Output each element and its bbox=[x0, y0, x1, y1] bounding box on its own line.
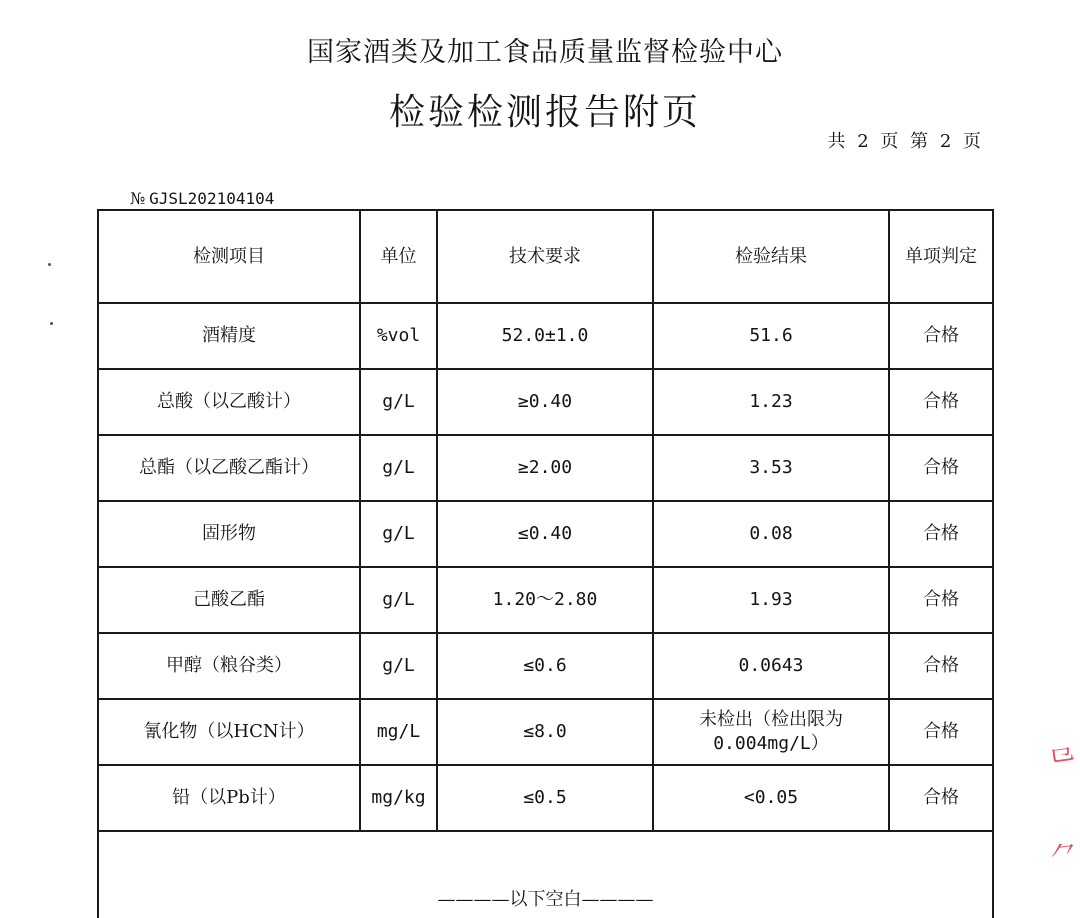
cell-verdict: 合格 bbox=[889, 303, 993, 369]
table-header-row bbox=[98, 210, 993, 303]
cell-result: <0.05 bbox=[653, 765, 889, 831]
cell-requirement: 52.0±1.0 bbox=[437, 303, 653, 369]
cell-unit: g/L bbox=[360, 567, 437, 633]
red-stamp-fragment: ⺈ bbox=[1048, 838, 1080, 875]
cell-verdict: 合格 bbox=[889, 567, 993, 633]
cell-requirement: ≤8.0 bbox=[437, 699, 653, 765]
results-table bbox=[97, 209, 994, 918]
cell-unit: %vol bbox=[360, 303, 437, 369]
page-count: 共 2 页 第 2 页 bbox=[827, 131, 984, 152]
cell-verdict: 合格 bbox=[889, 633, 993, 699]
cell-item: 铅（以Pb计） bbox=[98, 765, 360, 831]
cell-requirement: 1.20～2.80 bbox=[437, 567, 653, 633]
cell-item: 氰化物（以HCN计） bbox=[98, 699, 360, 765]
cell-item: 甲醇（粮谷类） bbox=[98, 633, 360, 699]
cell-item: 总酯（以乙酸乙酯计） bbox=[98, 435, 360, 501]
margin-dot bbox=[48, 263, 51, 266]
cell-item: 总酸（以乙酸计） bbox=[98, 369, 360, 435]
document-title: 检验检测报告附页 bbox=[388, 92, 701, 133]
cell-requirement: ≤0.6 bbox=[437, 633, 653, 699]
cell-verdict: 合格 bbox=[889, 765, 993, 831]
report-number bbox=[130, 189, 274, 208]
blank-note: ————以下空白———— bbox=[98, 831, 993, 918]
cell-verdict: 合格 bbox=[889, 369, 993, 435]
blank-note-row bbox=[98, 831, 993, 918]
cell-unit: g/L bbox=[360, 435, 437, 501]
cell-result: 51.6 bbox=[653, 303, 889, 369]
cell-item: 固形物 bbox=[98, 501, 360, 567]
org-name: 国家酒类及加工食品质量监督检验中心 bbox=[307, 37, 783, 68]
red-stamp-fragment: ⺋ bbox=[1046, 738, 1079, 775]
column-header-requirement: 技术要求 bbox=[437, 210, 653, 303]
numero-sign: № bbox=[130, 189, 146, 208]
cell-result: 0.08 bbox=[653, 501, 889, 567]
table-row bbox=[98, 567, 993, 633]
column-header-item: 检测项目 bbox=[98, 210, 360, 303]
cell-unit: mg/kg bbox=[360, 765, 437, 831]
cell-unit: g/L bbox=[360, 633, 437, 699]
cell-result: 0.0643 bbox=[653, 633, 889, 699]
cell-result: 1.93 bbox=[653, 567, 889, 633]
cell-verdict: 合格 bbox=[889, 501, 993, 567]
cell-unit: g/L bbox=[360, 369, 437, 435]
cell-verdict: 合格 bbox=[889, 699, 993, 765]
table-row bbox=[98, 501, 993, 567]
cell-item: 己酸乙酯 bbox=[98, 567, 360, 633]
column-header-verdict: 单项判定 bbox=[889, 210, 993, 303]
table-row bbox=[98, 303, 993, 369]
column-header-unit: 单位 bbox=[360, 210, 437, 303]
cell-requirement: ≥0.40 bbox=[437, 369, 653, 435]
cell-requirement: ≥2.00 bbox=[437, 435, 653, 501]
cell-unit: g/L bbox=[360, 501, 437, 567]
table-row bbox=[98, 369, 993, 435]
margin-dot bbox=[50, 322, 53, 325]
table-row bbox=[98, 699, 993, 765]
cell-result: 1.23 bbox=[653, 369, 889, 435]
cell-unit: mg/L bbox=[360, 699, 437, 765]
cell-result: 3.53 bbox=[653, 435, 889, 501]
cell-result: 未检出（检出限为0.004mg/L） bbox=[653, 699, 889, 765]
cell-item: 酒精度 bbox=[98, 303, 360, 369]
table-row bbox=[98, 435, 993, 501]
cell-verdict: 合格 bbox=[889, 435, 993, 501]
table-row bbox=[98, 765, 993, 831]
column-header-result: 检验结果 bbox=[653, 210, 889, 303]
cell-requirement: ≤0.5 bbox=[437, 765, 653, 831]
report-number-value: GJSL202104104 bbox=[149, 189, 275, 208]
table-row bbox=[98, 633, 993, 699]
cell-requirement: ≤0.40 bbox=[437, 501, 653, 567]
